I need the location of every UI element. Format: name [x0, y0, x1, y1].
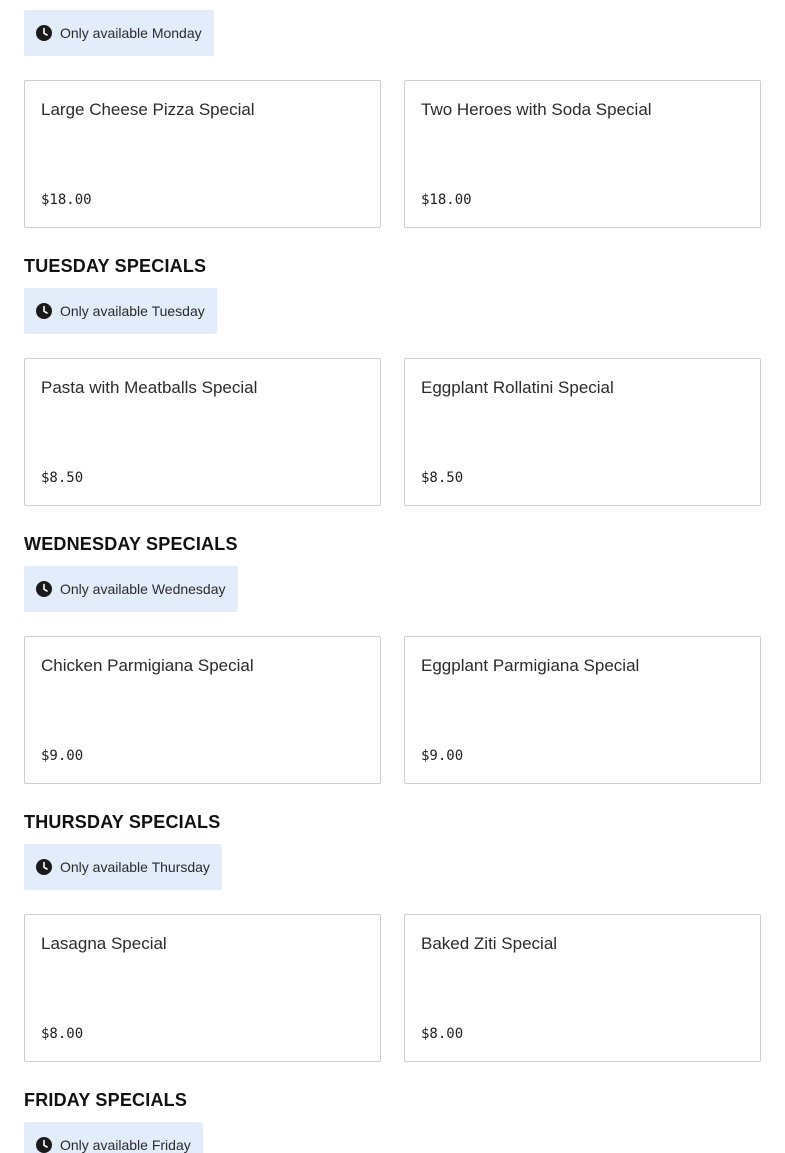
- item-name: Chicken Parmigiana Special: [41, 656, 254, 675]
- item-name: Pasta with Meatballs Special: [41, 378, 258, 397]
- item-price: $8.50: [41, 470, 84, 486]
- item-price: $8.00: [421, 1026, 464, 1042]
- availability-text: Only available Thursday: [60, 859, 210, 875]
- section-friday: [24, 1088, 761, 1153]
- item-price: $9.00: [421, 748, 464, 764]
- menu-item-card[interactable]: [404, 636, 761, 784]
- availability-text: Only available Friday: [60, 1137, 191, 1153]
- section-title: THURSDAY SPECIALS: [24, 812, 221, 832]
- menu-item-card[interactable]: [404, 358, 761, 506]
- item-name: Eggplant Parmigiana Special: [421, 656, 640, 675]
- menu-item-card[interactable]: [24, 636, 381, 784]
- item-name: Large Cheese Pizza Special: [41, 100, 255, 119]
- availability-text: Only available Monday: [60, 25, 202, 41]
- item-name: Eggplant Rollatini Special: [421, 378, 614, 397]
- menu-item-card[interactable]: [404, 80, 761, 228]
- item-grid: [24, 636, 761, 784]
- section-title: TUESDAY SPECIALS: [24, 256, 207, 276]
- menu-item-card[interactable]: [24, 80, 381, 228]
- section-monday: [24, 0, 761, 228]
- menu-item-card[interactable]: [24, 914, 381, 1062]
- item-price: $18.00: [41, 192, 92, 208]
- section-thursday: [24, 810, 761, 1062]
- item-price: $8.00: [41, 1026, 84, 1042]
- item-grid: [24, 80, 761, 228]
- section-tuesday: [24, 254, 761, 506]
- item-grid: [24, 358, 761, 506]
- clock-icon: [36, 303, 52, 319]
- availability-text: Only available Wednesday: [60, 581, 226, 597]
- item-price: $18.00: [421, 192, 472, 208]
- item-price: $8.50: [421, 470, 464, 486]
- item-name: Lasagna Special: [41, 934, 167, 953]
- clock-icon: [36, 25, 52, 41]
- section-title: FRIDAY SPECIALS: [24, 1090, 188, 1110]
- clock-icon: [36, 581, 52, 597]
- availability-text: Only available Tuesday: [60, 303, 205, 319]
- section-title: WEDNESDAY SPECIALS: [24, 534, 238, 554]
- availability-badge: [24, 10, 214, 56]
- specials-menu: [24, 0, 761, 1153]
- availability-badge: [24, 566, 238, 612]
- availability-badge: [24, 1122, 203, 1153]
- availability-badge: [24, 288, 217, 334]
- menu-item-card[interactable]: [24, 358, 381, 506]
- clock-icon: [36, 1137, 52, 1153]
- availability-badge: [24, 844, 222, 890]
- menu-item-card[interactable]: [404, 914, 761, 1062]
- item-grid: [24, 914, 761, 1062]
- clock-icon: [36, 859, 52, 875]
- section-wednesday: [24, 532, 761, 784]
- item-name: Baked Ziti Special: [421, 934, 558, 953]
- item-name: Two Heroes with Soda Special: [421, 100, 652, 119]
- item-price: $9.00: [41, 748, 84, 764]
